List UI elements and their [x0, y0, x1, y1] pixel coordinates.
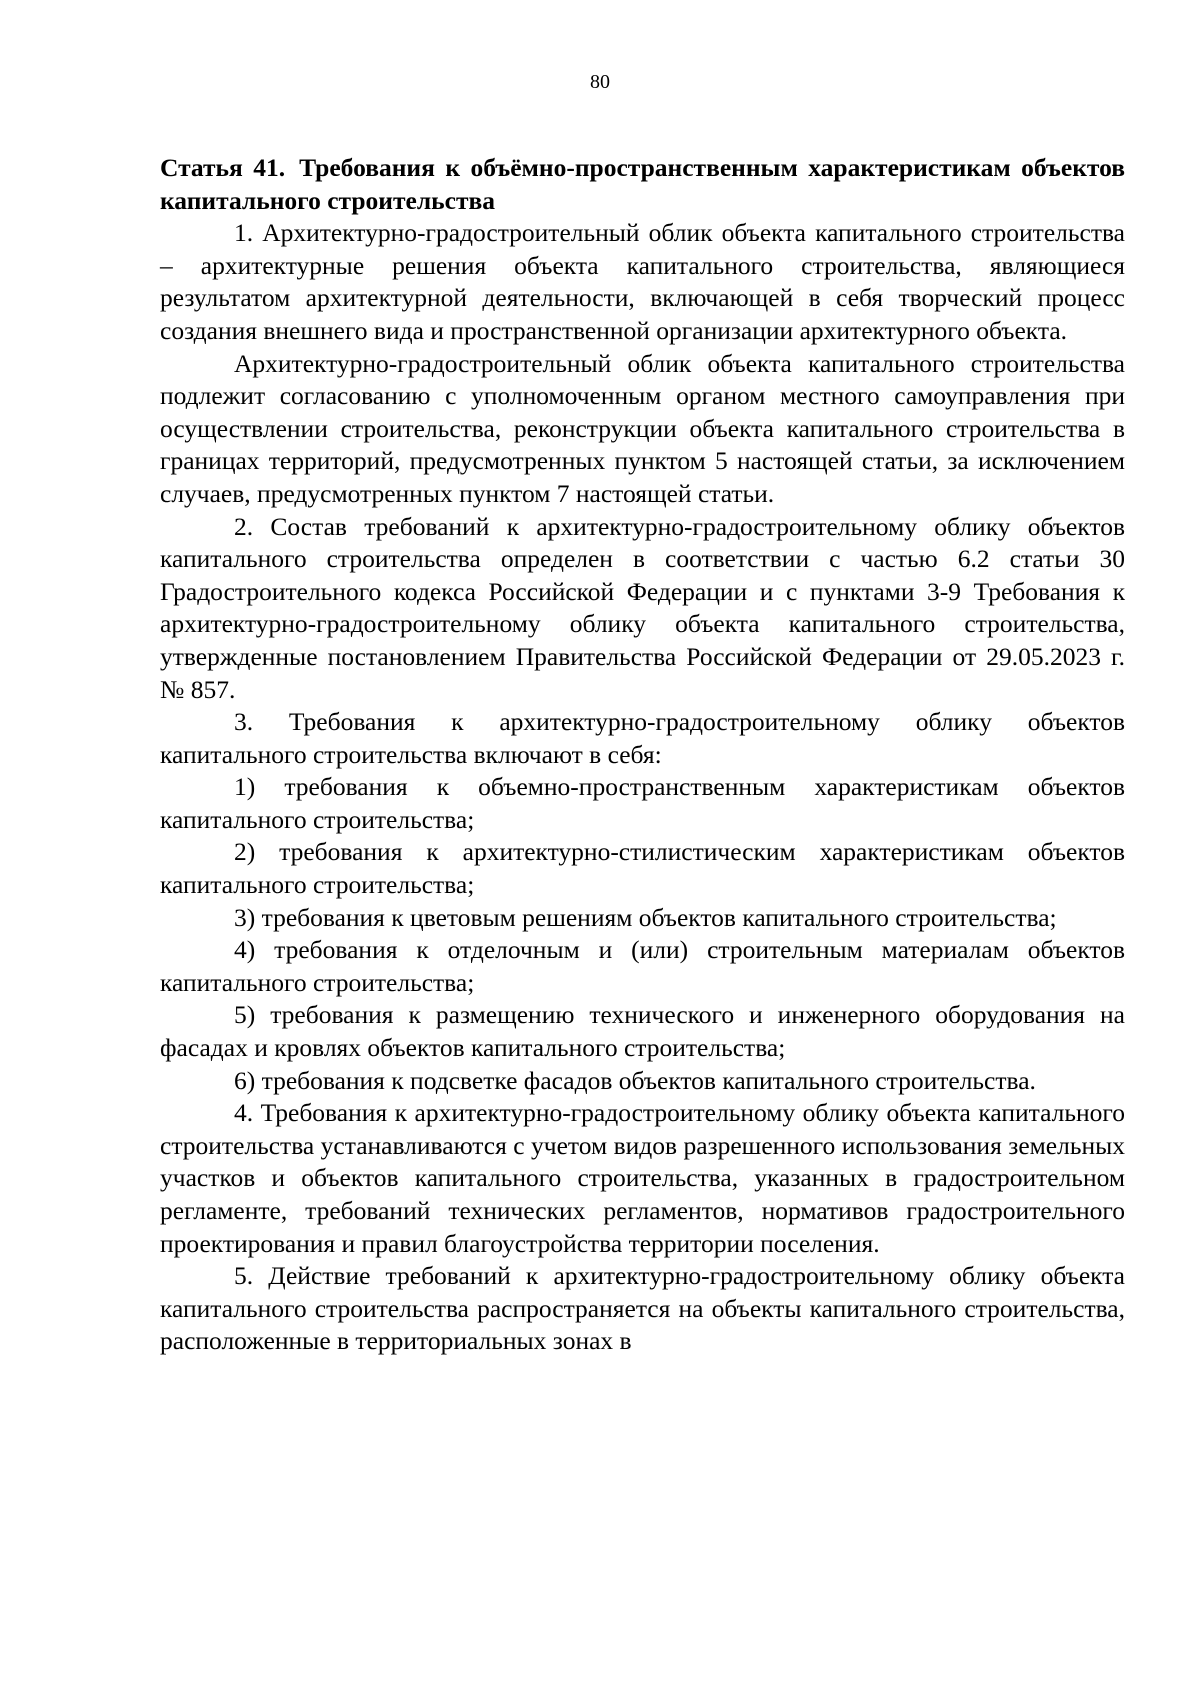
paragraph-5: 5. Действие требований к архитектурно-градостроительному облику объекта капитального строительства распространяется на объекты капитального строительства, расположенные в территориальных зонах в [160, 1261, 1125, 1356]
paragraph-3: 3. Требования к архитектурно-градостроительному облику объектов капитального строительства включают в себя: [160, 707, 1125, 769]
list-item-1: 1) требования к объемно-пространственным характеристикам объектов капитального строительства; [160, 772, 1125, 834]
list-item-6: 6) требования к подсветке фасадов объектов капитального строительства. [234, 1065, 1036, 1095]
paragraph-2: 2. Состав требований к архитектурно-градостроительному облику объектов капитального строительства определен в соответствии с частью 6.2 статьи 30 Градостроительного кодекса Российской Федерации и с пунктами 3-9 Требования к архитектурно-градостроительному облику объекта капитального строительства, утвержденные постановлением Правительства Российской Федерации от 29.05.2023 г. № 857. [160, 511, 1125, 704]
list-item-2: 2) требования к архитектурно-стилистическим характеристикам объектов капитального строительства; [160, 837, 1125, 900]
document-body [160, 152, 1125, 1358]
page-number: 80 [590, 71, 610, 93]
list-item-3: 3) требования к цветовым решениям объектов капитального строительства; [234, 902, 1057, 932]
list-item-5: 5) требования к размещению технического и инженерного оборудования на фасадах и кровлях объектов капитального строительства; [160, 1000, 1125, 1063]
article-label: Статья 41. [160, 153, 286, 182]
paragraph-4: 4. Требования к архитектурно-градостроительному облику объекта капитального строительства устанавливаются с учетом видов разрешенного использования земельных участков и объектов капитального строительства, указанных в градостроительном регламенте, требований технических регламентов, нормативов градостроительного проектирования и правил благоустройства территории поселения. [160, 1098, 1125, 1258]
paragraph-1: 1. Архитектурно-градостроительный облик объекта капитального строительства – архитектурные решения объекта капитального строительства, являющиеся результатом архитектурной деятельности, включающей в себя творческий процесс создания внешнего вида и пространственной организации архитектурного объекта. [160, 218, 1125, 345]
article-title: Требования к объёмно-пространственным характеристикам объектов капитального строительства [160, 153, 1125, 215]
paragraph-1-continued: Архитектурно-градостроительный облик объекта капитального строительства подлежит согласованию с уполномоченным органом местного самоуправления при осуществлении строительства, реконструкции объекта капитального строительства в границах территорий, предусмотренных пунктом 5 настоящей статьи, за исключением случаев, предусмотренных пунктом 7 настоящей статьи. [160, 348, 1125, 508]
list-item-4: 4) требования к отделочным и (или) строительным материалам объектов капитального строительства; [160, 935, 1125, 997]
article-heading [160, 152, 1125, 217]
